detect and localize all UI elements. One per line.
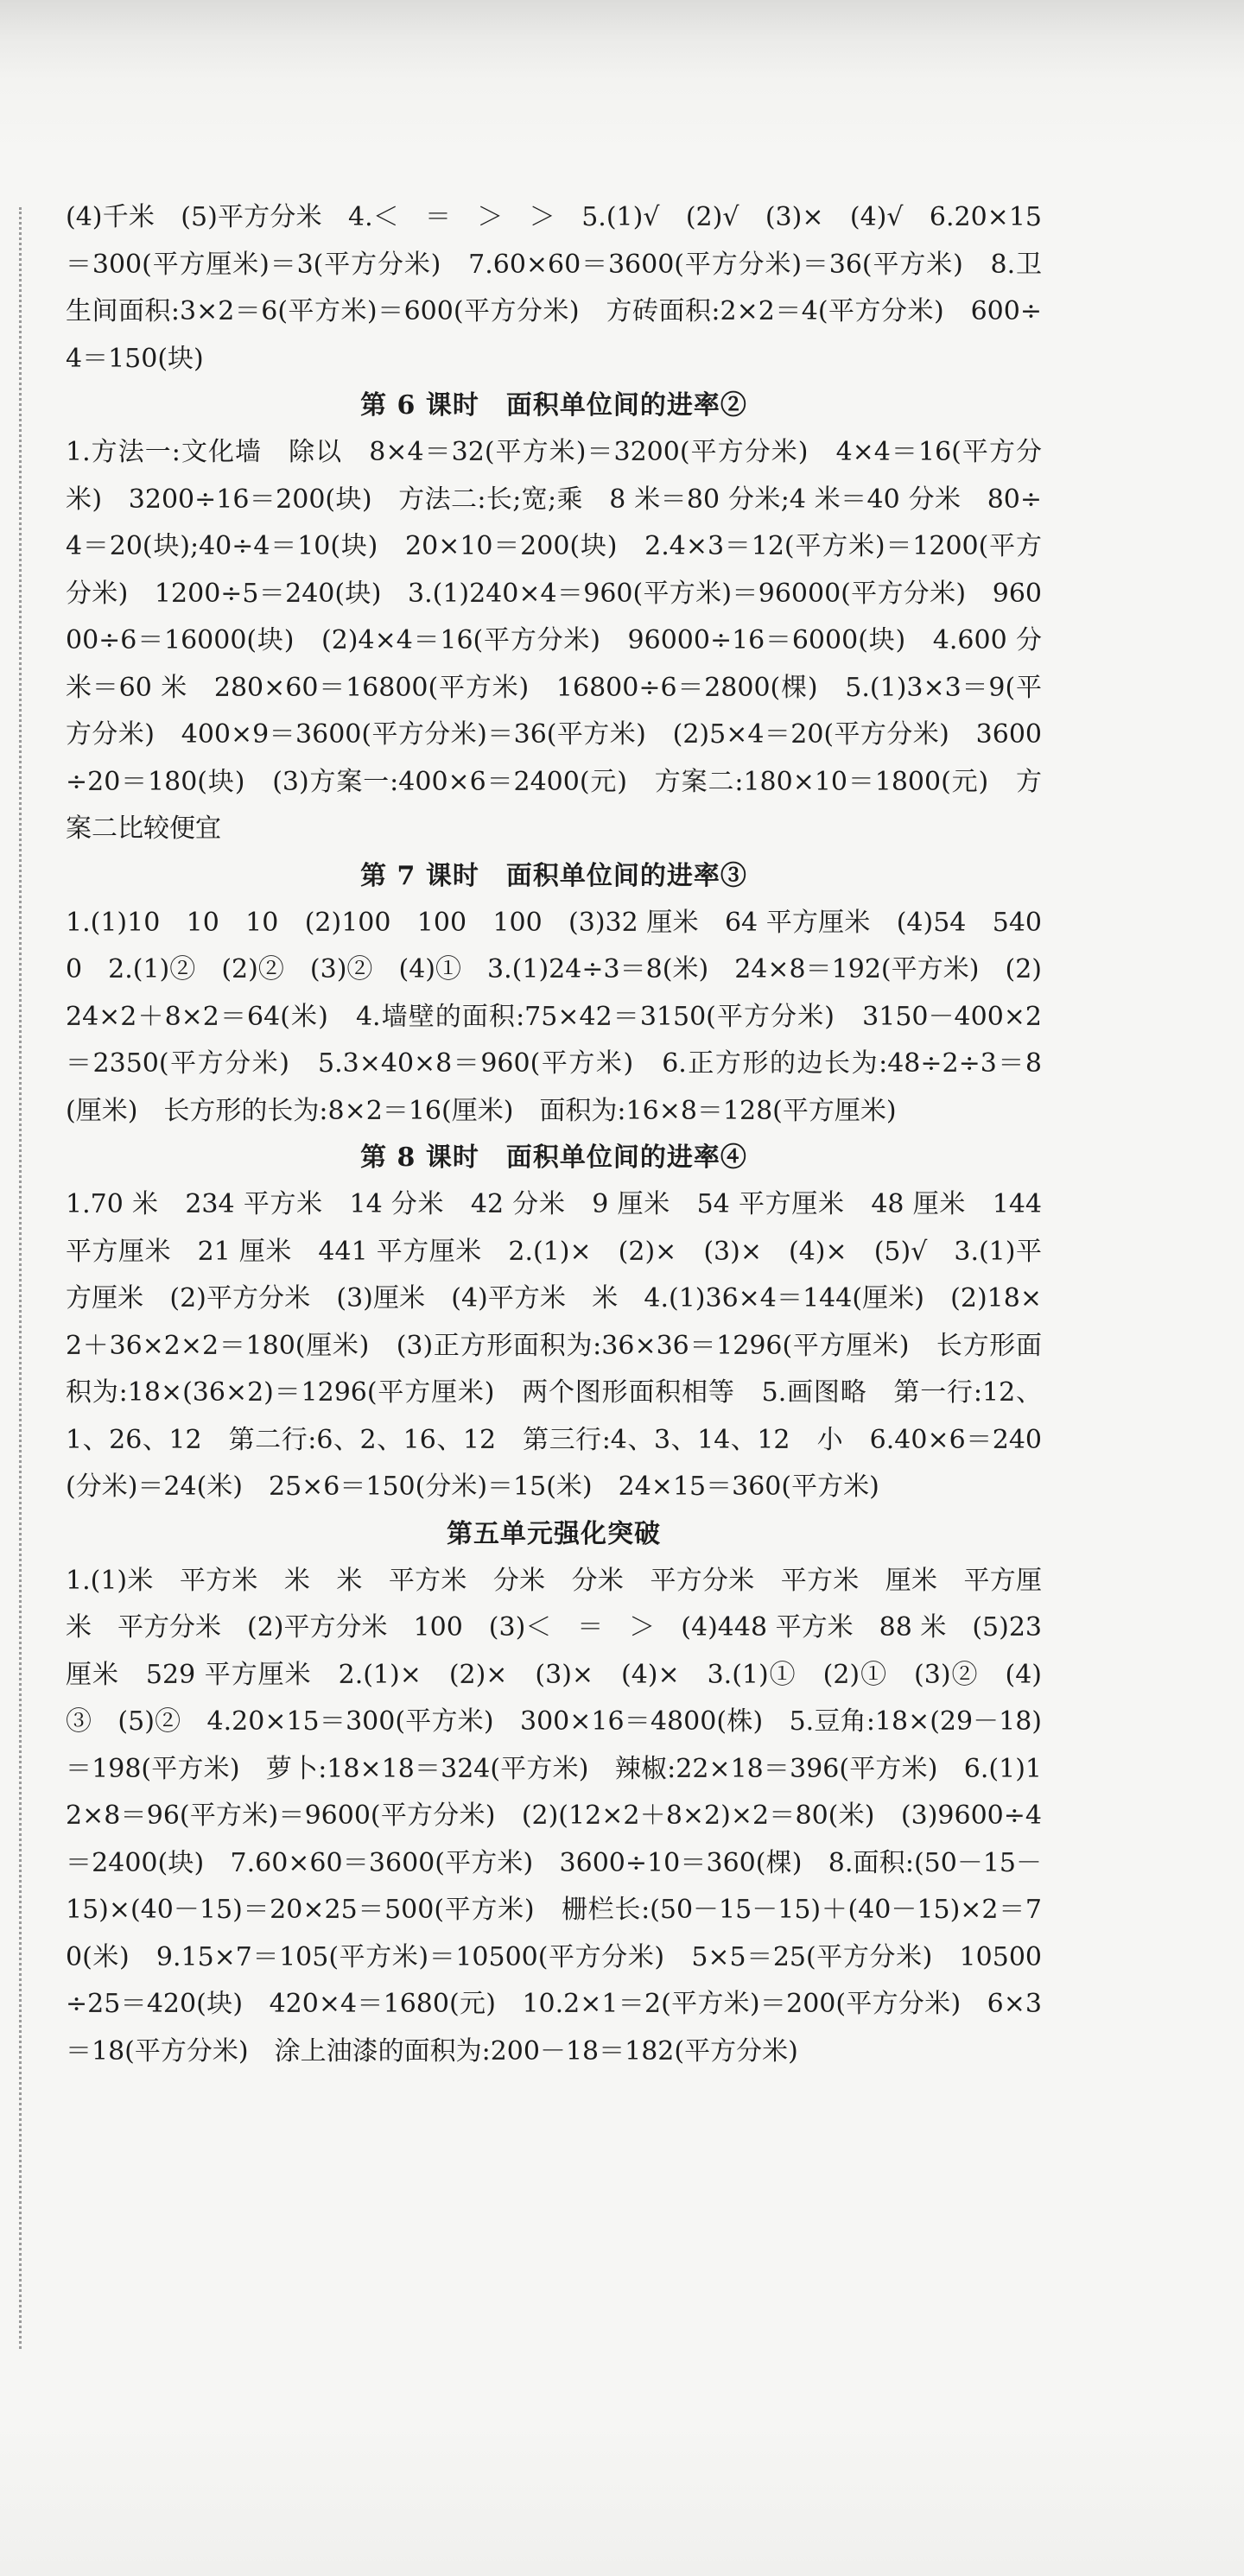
section-heading: 第 6 课时 面积单位间的进率② bbox=[360, 390, 747, 421]
answer-paragraph: 1.70 米 234 平方米 14 分米 42 分米 9 厘米 54 平方厘米 48 厘米 144 平方厘米 21 厘米 441 平方厘米 2.(1)× (2)× (3)× (4)× (5)√ 3.(1)平方厘米 (2)平方分米 (3)厘米 (4)平方米 米 4.(1)36×4＝144(厘米) (2)18×2＋36×2×2＝180(厘米) (3)正方形面积为:36×36＝1296(平方厘米) 长方形面积为:18×(36×2)＝1296(平方厘米) 两个图形面积相等 5.画图略 第一行:12、1、26、12 第二行:6、2、16、12 第三行:4、3、14、12 小 6.40×6＝240(分米)＝24(米) 25×6＝150(分米)＝15(米) 24×15＝360(平方米) bbox=[66, 1189, 1050, 1502]
answer-paragraph: 1.方法一:文化墙 除以 8×4＝32(平方米)＝3200(平方分米) 4×4＝16(平方分米) 3200÷16＝200(块) 方法二:长;宽;乘 8 米＝80 分米;4 米＝40 分米 80÷4＝20(块);40÷4＝10(块) 20×10＝200(块) 2.4×3＝12(平方米)＝1200(平方分米) 1200÷5＝240(块) 3.(1)240×4＝960(平方米)＝96000(平方分米) 96000÷6＝16000(块) (2)4×4＝16(平方分米) 96000÷16＝6000(块) 4.600 分米＝60 米 280×60＝16800(平方米) 16800÷6＝2800(棵) 5.(1)3×3＝9(平方分米) 400×9＝3600(平方分米)＝36(平方米) (2)5×4＝20(平方分米) 3600÷20＝180(块) (3)方案一:400×6＝2400(元) 方案二:180×10＝1800(元) 方案二比较便宜 bbox=[66, 437, 1042, 844]
section-lesson-7 bbox=[66, 853, 1042, 1136]
answer-content bbox=[66, 194, 1050, 2075]
section-heading: 第 7 课时 面积单位间的进率③ bbox=[360, 860, 747, 891]
answer-paragraph: 1.(1)米 平方米 米 米 平方米 分米 分米 平方分米 平方米 厘米 平方厘米 平方分米 (2)平方分米 100 (3)＜ ＝ ＞ (4)448 平方米 88 米 (5)23 厘米 529 平方厘米 2.(1)× (2)× (3)× (4)× 3.(1)① (2)① (3)② (4)③ (5)② 4.20×15＝300(平方米) 300×16＝4800(株) 5.豆角:18×(29－18)＝198(平方米) 萝卜:18×18＝324(平方米) 辣椒:22×18＝396(平方米) 6.(1)12×8＝96(平方米)＝9600(平方分米) (2)(12×2＋8×2)×2＝80(米) (3)9600÷4＝2400(块) 7.60×60＝3600(平方米) 3600÷10＝360(棵) 8.面积:(50－15－15)×(40－15)＝20×25＝500(平方米) 栅栏长:(50－15－15)＋(40－15)×2＝70(米) 9.15×7＝105(平方米)＝10500(平方分米) 5×5＝25(平方分米) 10500÷25＝420(块) 420×4＝1680(元) 10.2×1＝2(平方米)＝200(平方分米) 6×3＝18(平方分米) 涂上油漆的面积为:200－18＝182(平方分米) bbox=[66, 1565, 1050, 2066]
section-unit5-review bbox=[66, 1511, 1050, 2076]
section-unit5-prev-answers bbox=[66, 194, 1042, 383]
answer-paragraph: (4)千米 (5)平方分米 4.＜ ＝ ＞ ＞ 5.(1)√ (2)√ (3)× (4)√ 6.20×15＝300(平方厘米)＝3(平方分米) 7.60×60＝3600(平方分米)＝36(平方米) 8.卫生间面积:3×2＝6(平方米)＝600(平方分米) 方砖面积:2×2＝4(平方分米) 600÷4＝150(块) bbox=[66, 202, 1042, 374]
section-lesson-8 bbox=[66, 1135, 1050, 1511]
scan-top-shadow bbox=[0, 0, 1244, 78]
answer-paragraph: 1.(1)10 10 10 (2)100 100 100 (3)32 厘米 64 平方厘米 (4)54 5400 2.(1)② (2)② (3)② (4)① 3.(1)24÷3＝8(米) 24×8＝192(平方米) (2)24×2＋8×2＝64(米) 4.墙壁的面积:75×42＝3150(平方分米) 3150－400×2＝2350(平方分米) 5.3×40×8＝960(平方米) 6.正方形的边长为:48÷2÷3＝8(厘米) 长方形的长为:8×2＝16(厘米) 面积为:16×8＝128(平方厘米) bbox=[66, 907, 1042, 1126]
section-heading: 第 8 课时 面积单位间的进率④ bbox=[360, 1142, 747, 1173]
section-heading: 第五单元强化突破 bbox=[447, 1518, 661, 1549]
section-lesson-6 bbox=[66, 383, 1042, 853]
binding-margin-dotted-line bbox=[19, 207, 22, 2349]
